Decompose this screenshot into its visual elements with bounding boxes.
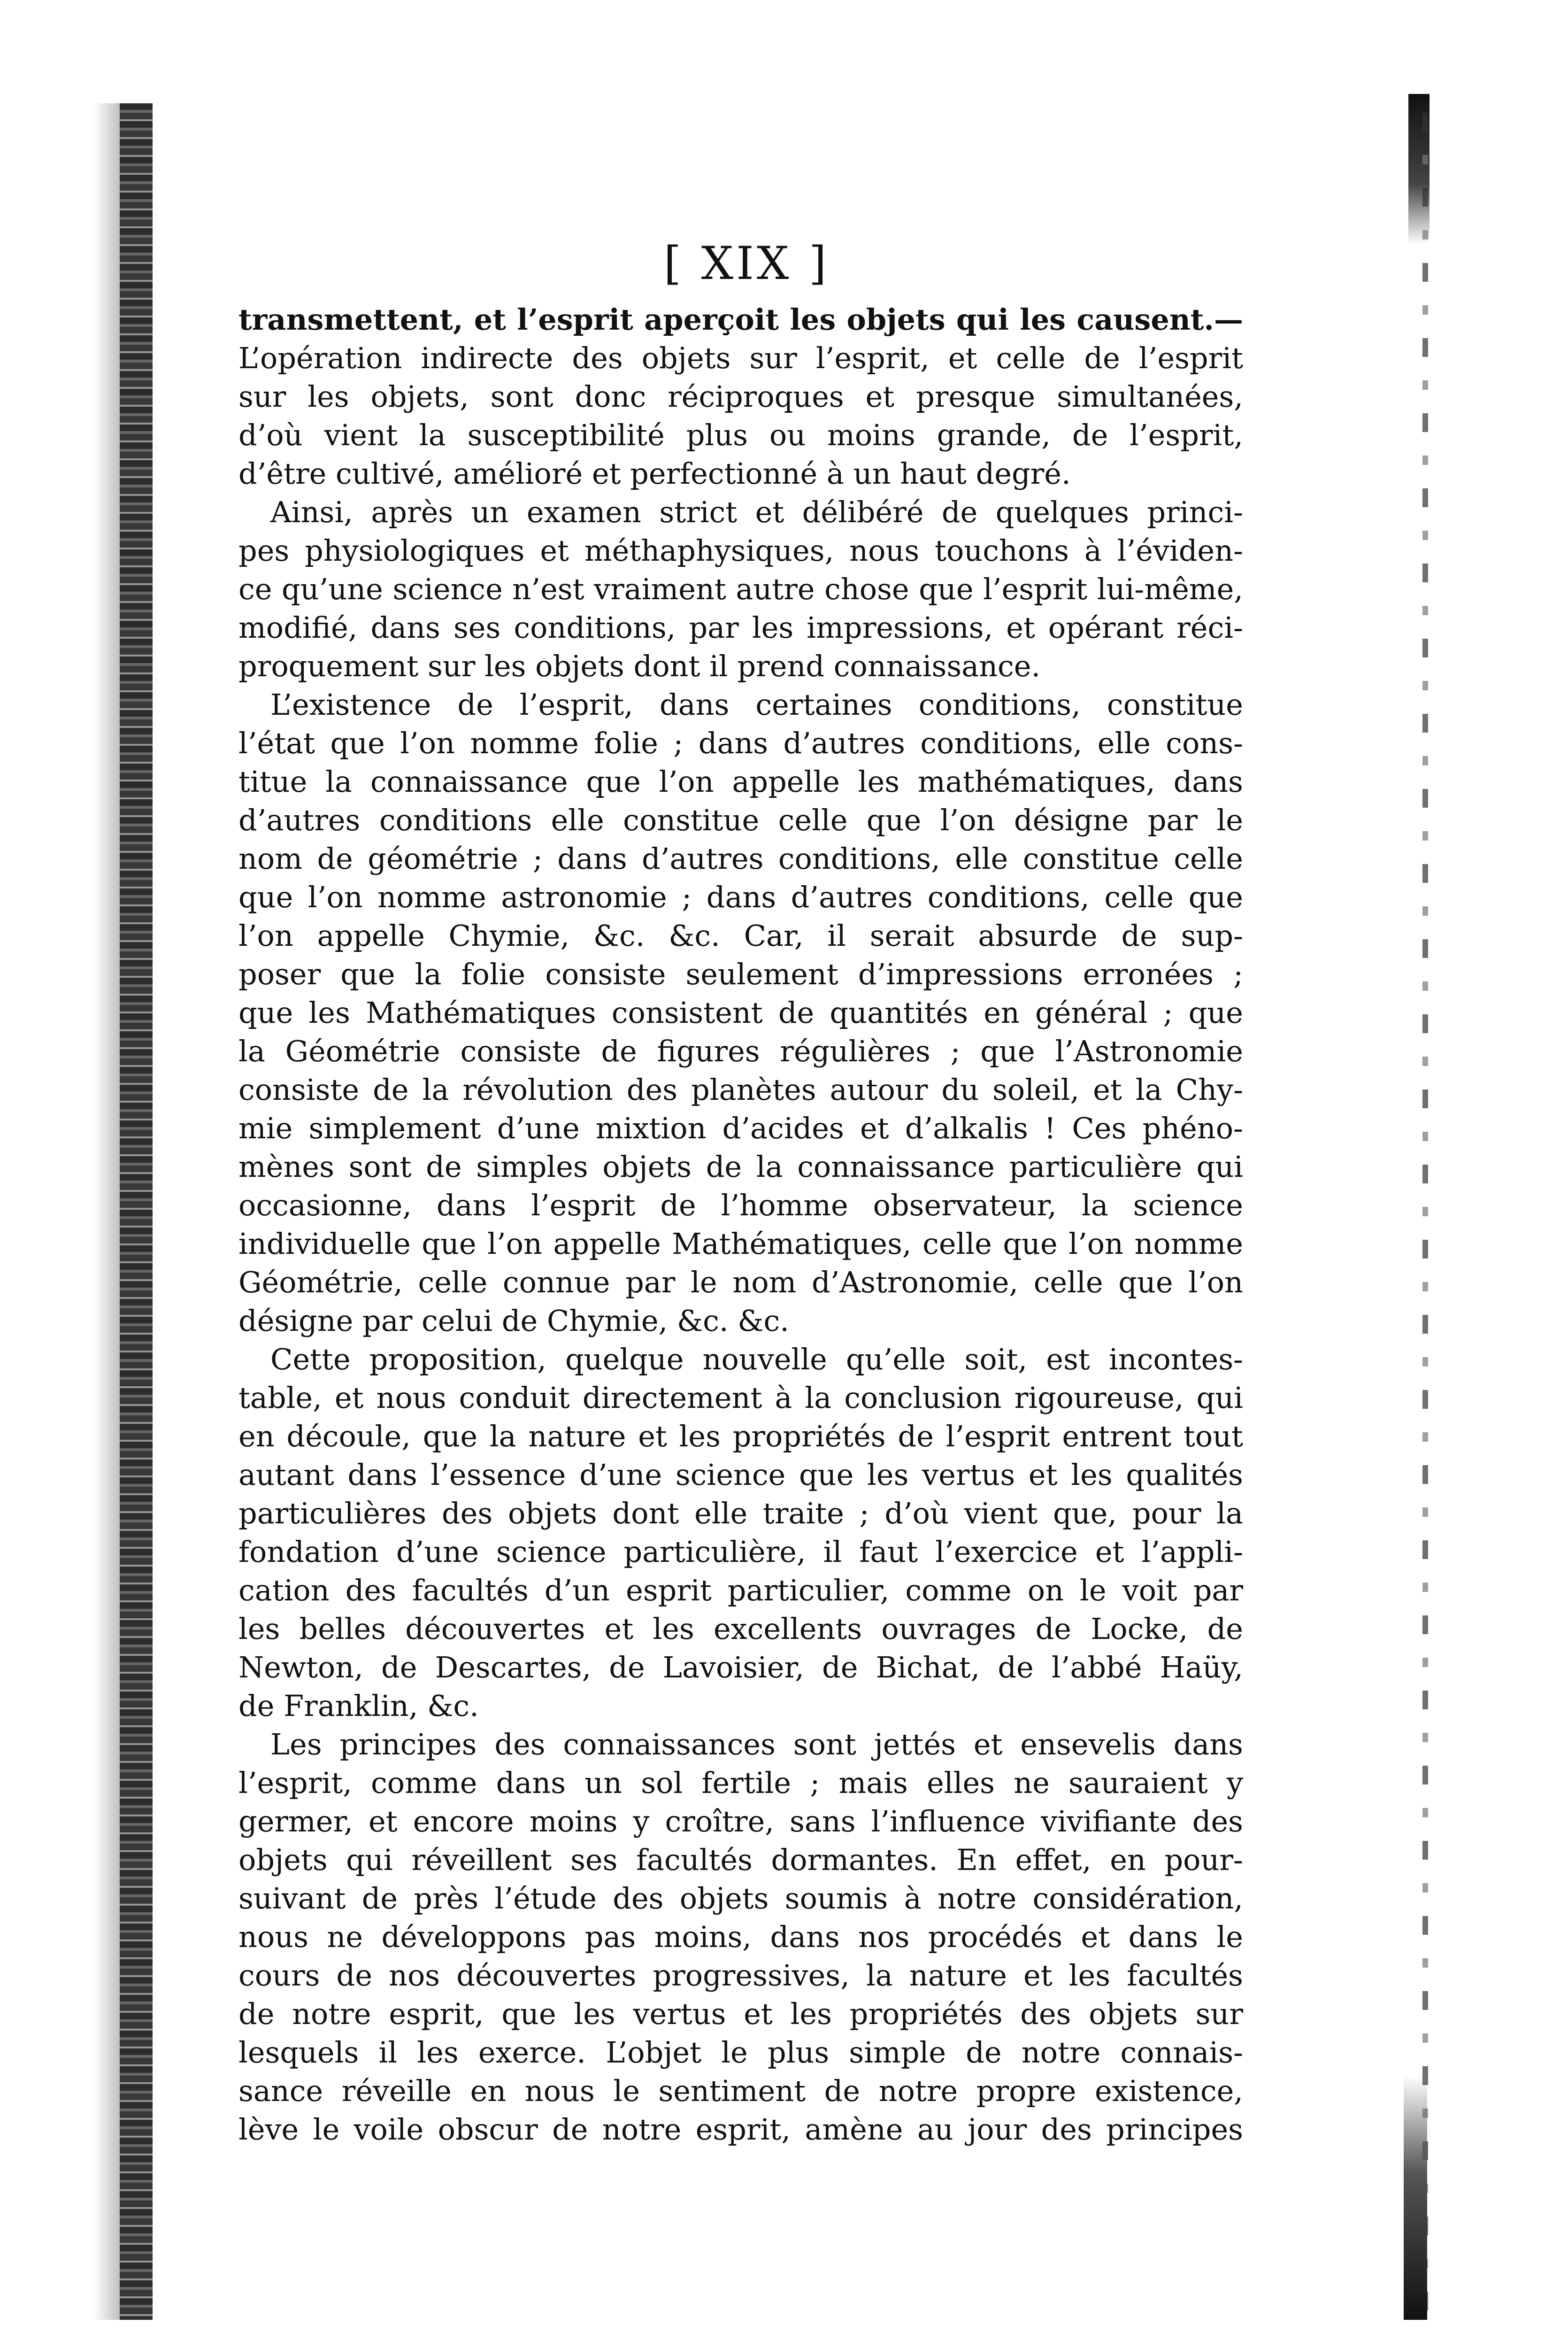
text-line: les belles découvertes et les excellents ouvrages de Locke, de bbox=[238, 1612, 1243, 1646]
text-line: germer, et encore moins y croître, sans l’influence vivifiante des bbox=[238, 1804, 1243, 1838]
text-line: la Géométrie consiste de figures régulières ; que l’Astronomie bbox=[238, 1034, 1243, 1068]
text-line: nom de géométrie ; dans d’autres conditions, elle constitue celle bbox=[238, 842, 1243, 876]
text-line: mènes sont de simples objets de la connaissance particulière qui bbox=[238, 1150, 1243, 1184]
text-line: nous ne développons pas moins, dans nos procédés et dans le bbox=[238, 1920, 1243, 1954]
text-line: sance réveille en nous le sentiment de notre propre existence, bbox=[238, 2074, 1243, 2108]
text-line: en découle, que la nature et les propriétés de l’esprit entrent tout bbox=[238, 1419, 1243, 1453]
text-line: transmettent, et l’esprit aperçoit les objets qui les causent.— bbox=[238, 302, 1243, 337]
text-line: pes physiologiques et méthaphysiques, nous touchons à l’éviden- bbox=[238, 533, 1243, 568]
text-line: de notre esprit, que les vertus et les propriétés des objets sur bbox=[238, 1997, 1243, 2031]
page-edge-right bbox=[1422, 113, 1428, 2310]
text-line: occasionne, dans l’esprit de l’homme observateur, la science bbox=[238, 1188, 1243, 1222]
page-number: [ XIX ] bbox=[663, 237, 830, 290]
text-line: de Franklin, &c. bbox=[238, 1689, 479, 1723]
text-line: que les Mathématiques consistent de quantités en général ; que bbox=[238, 996, 1243, 1030]
text-line: autant dans l’essence d’une science que les vertus et les qualités bbox=[238, 1458, 1243, 1492]
paragraph-start: Cette proposition, quelque nouvelle qu’elle soit, est incontes- bbox=[270, 1342, 1243, 1376]
text-line: lesquels il les exerce. L’objet le plus simple de notre connais- bbox=[238, 2035, 1243, 2070]
text-line: l’on appelle Chymie, &c. &c. Car, il serait absurde de sup- bbox=[238, 919, 1243, 953]
text-line: individuelle que l’on appelle Mathématiques, celle que l’on nomme bbox=[238, 1227, 1243, 1261]
text-line: désigne par celui de Chymie, &c. &c. bbox=[238, 1304, 789, 1338]
text-line: L’opération indirecte des objets sur l’esprit, et celle de l’esprit bbox=[238, 341, 1243, 375]
text-line: ce qu’une science n’est vraiment autre chose que l’esprit lui-même, bbox=[238, 572, 1243, 606]
text-line: modifié, dans ses conditions, par les impressions, et opérant réci- bbox=[238, 610, 1243, 645]
text-line: sur les objets, sont donc réciproques et presque simultanées, bbox=[238, 379, 1243, 414]
text-line: Newton, de Descartes, de Lavoisier, de Bichat, de l’abbé Haüy, bbox=[238, 1650, 1243, 1684]
text-line: d’où vient la susceptibilité plus ou moins grande, de l’esprit, bbox=[238, 418, 1243, 452]
text-line: fondation d’une science particulière, il faut l’exercice et l’appli- bbox=[238, 1535, 1243, 1569]
text-line: d’être cultivé, amélioré et perfectionné à un haut degré. bbox=[238, 456, 1071, 491]
text-line: que l’on nomme astronomie ; dans d’autres conditions, celle que bbox=[238, 880, 1243, 914]
text-line: particulières des objets dont elle traite ; d’où vient que, pour la bbox=[238, 1496, 1243, 1530]
text-line: consiste de la révolution des planètes autour du soleil, et la Chy- bbox=[238, 1073, 1243, 1107]
text-line: table, et nous conduit directement à la conclusion rigoureuse, qui bbox=[238, 1381, 1243, 1415]
text-line: lève le voile obscur de notre esprit, amène au jour des principes bbox=[238, 2112, 1243, 2147]
text-line: proquement sur les objets dont il prend connaissance. bbox=[238, 649, 1041, 683]
text-line: mie simplement d’une mixtion d’acides et d’alkalis ! Ces phéno- bbox=[238, 1111, 1243, 1145]
text-line: titue la connaissance que l’on appelle les mathématiques, dans bbox=[238, 765, 1243, 799]
text-line: objets qui réveillent ses facultés dormantes. En effet, en pour- bbox=[238, 1843, 1243, 1877]
text-line: cation des facultés d’un esprit particulier, comme on le voit par bbox=[238, 1573, 1243, 1607]
text-line: l’état que l’on nomme folie ; dans d’autres conditions, elle cons- bbox=[238, 726, 1243, 760]
paragraph-start: Ainsi, après un examen strict et délibéré de quelques princi- bbox=[270, 495, 1243, 529]
text-line: Géométrie, celle connue par le nom d’Astronomie, celle que l’on bbox=[238, 1265, 1243, 1299]
text-line: cours de nos découvertes progressives, la nature et les facultés bbox=[238, 1958, 1243, 1993]
paragraph-start: Les principes des connaissances sont jettés et ensevelis dans bbox=[270, 1727, 1243, 1761]
text-line: suivant de près l’étude des objets soumis à notre considération, bbox=[238, 1881, 1243, 1915]
page-edge-right-bottom bbox=[1404, 2076, 1427, 2320]
body-text bbox=[238, 301, 1243, 2149]
paragraph-start: L’existence de l’esprit, dans certaines conditions, constitue bbox=[270, 687, 1243, 722]
binding-shadow bbox=[94, 103, 120, 2320]
text-line: d’autres conditions elle constitue celle que l’on désigne par le bbox=[238, 803, 1243, 837]
binding-edge-left bbox=[120, 103, 153, 2320]
text-line: poser que la folie consiste seulement d’impressions erronées ; bbox=[238, 957, 1243, 991]
text-line: l’esprit, comme dans un sol fertile ; mais elles ne sauraient y bbox=[238, 1766, 1243, 1800]
